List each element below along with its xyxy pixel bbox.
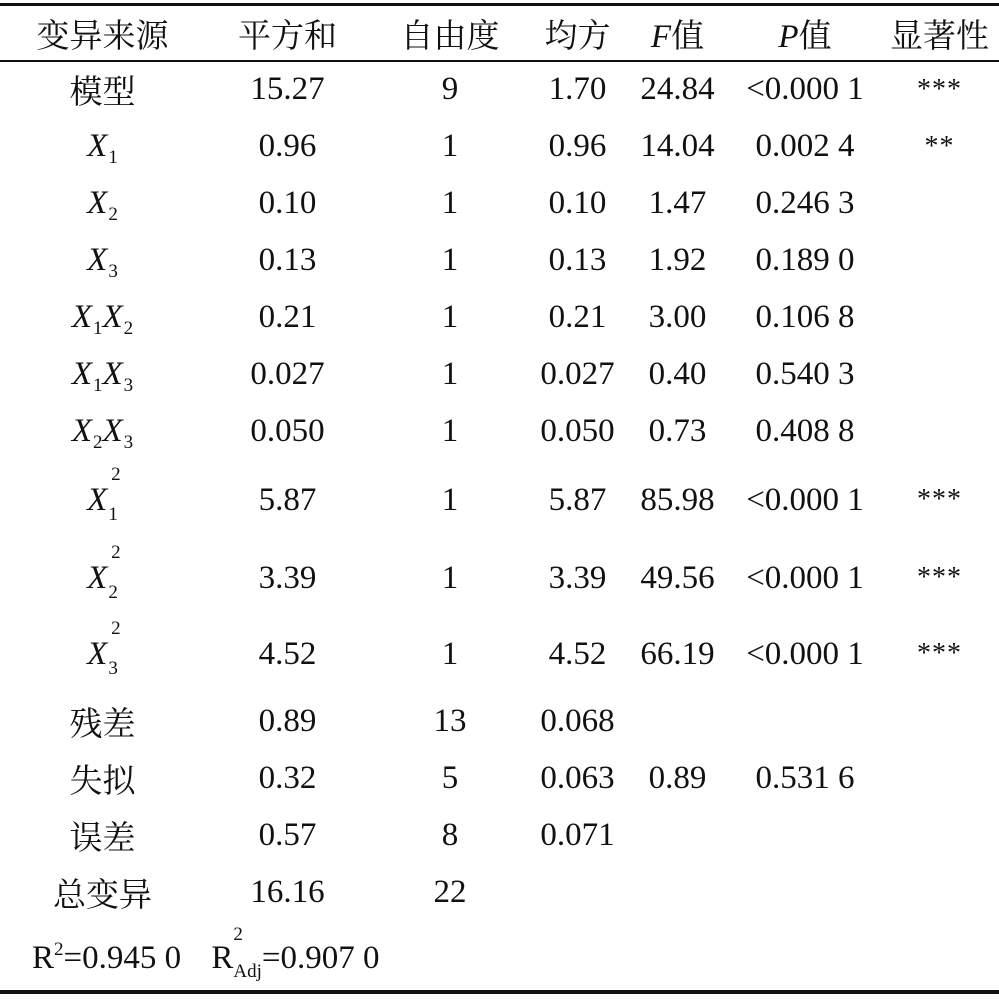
cell-mean-square: 5.87: [548, 481, 607, 518]
fit-statistics: [32, 924, 380, 982]
cell-degrees-of-freedom: 13: [433, 702, 467, 739]
adj-r-squared-label: R: [211, 940, 234, 976]
cell-significance: [880, 346, 999, 403]
cell-source: 残差: [69, 706, 136, 743]
header-sum-of-squares: 平方和: [238, 18, 337, 55]
variable-symbol: [102, 356, 134, 396]
cell-mean-square: 0.13: [548, 242, 607, 278]
header-p-symbol: P: [778, 18, 799, 55]
cell-sum-of-squares: 0.13: [258, 242, 317, 278]
variable-subscript: 2: [93, 432, 103, 453]
cell-degrees-of-freedom: 1: [441, 356, 459, 392]
header-p-suffix: 值: [798, 18, 832, 55]
variable-symbol: [71, 356, 103, 396]
cell-mean-square: 1.70: [548, 71, 607, 107]
cell-p-value: 0.002 4: [755, 128, 855, 164]
variable-subscript: 2: [123, 318, 134, 339]
variable-symbol: [87, 463, 121, 525]
header-f-suffix: 值: [671, 18, 705, 55]
variable-letter: X: [87, 185, 108, 221]
cell-degrees-of-freedom: 1: [441, 185, 459, 221]
table-row: [0, 692, 999, 750]
variable-subscript: 1: [108, 147, 118, 168]
cell-sum-of-squares: 0.050: [250, 413, 325, 449]
cell-significance: [880, 692, 999, 750]
cell-significance: [880, 807, 999, 864]
variable-symbol: [87, 541, 121, 603]
variable-subscript: 3: [108, 657, 118, 679]
cell-source: [0, 232, 205, 289]
cell-p-value: 0.189 0: [755, 242, 855, 278]
table-row: [0, 403, 999, 460]
variable-exponent: 2: [111, 541, 121, 563]
variable-letter: X: [87, 128, 108, 164]
variable-subscript: 2: [108, 204, 118, 225]
cell-degrees-of-freedom: 1: [441, 481, 459, 518]
table-row: [0, 807, 999, 864]
variable-subscript: 3: [123, 432, 134, 453]
variable-letter: X: [71, 413, 92, 449]
cell-p-value: <0.000 1: [746, 559, 864, 596]
cell-significance: ***: [917, 638, 962, 669]
cell-degrees-of-freedom: 22: [433, 874, 467, 910]
cell-degrees-of-freedom: 9: [441, 71, 459, 107]
cell-sum-of-squares: 0.89: [258, 702, 317, 739]
cell-f-value: 49.56: [640, 559, 715, 596]
cell-p-value: <0.000 1: [746, 481, 864, 518]
cell-p-value: <0.000 1: [746, 635, 864, 672]
r-squared-label: R: [32, 940, 55, 976]
variable-symbol: [87, 617, 121, 679]
adj-r-squared-value: =0.907 0: [261, 940, 380, 976]
cell-mean-square: 3.39: [548, 559, 607, 596]
variable-letter: X: [87, 481, 108, 518]
table-row: [0, 61, 999, 118]
table-bottom-rule: [0, 990, 999, 994]
cell-degrees-of-freedom: 1: [441, 242, 459, 278]
cell-f-value: 0.89: [648, 760, 707, 796]
variable-symbol: [87, 242, 118, 282]
table-row: [0, 289, 999, 346]
cell-sum-of-squares: 3.39: [258, 559, 317, 596]
header-p-value: [730, 5, 880, 61]
cell-significance: ***: [917, 562, 962, 593]
cell-significance: ***: [917, 73, 962, 105]
adjusted-r-squared: [211, 924, 262, 982]
cell-p-value: 0.246 3: [755, 185, 855, 221]
header-f-value: [625, 5, 730, 61]
cell-sum-of-squares: 16.16: [250, 874, 325, 910]
cell-sum-of-squares: 0.21: [258, 299, 317, 335]
cell-significance: [880, 175, 999, 232]
variable-subscript: 3: [108, 261, 118, 282]
cell-degrees-of-freedom: 5: [441, 760, 459, 796]
cell-sum-of-squares: 0.32: [258, 760, 317, 796]
table-row: [0, 540, 999, 616]
cell-f-value: 0.73: [648, 413, 707, 449]
variable-letter: X: [102, 356, 123, 392]
header-degrees-of-freedom: 自由度: [400, 18, 500, 55]
cell-f-value: 1.92: [648, 242, 707, 278]
header-mean-square: 均方: [544, 18, 611, 55]
variable-subscript: 2: [108, 581, 118, 603]
cell-sum-of-squares: 0.57: [258, 817, 317, 853]
adj-r-squared-subscript: Adj: [233, 961, 262, 982]
cell-source: [0, 175, 205, 232]
variable-symbol: [71, 299, 103, 339]
table-row: [0, 750, 999, 807]
cell-f-value: 3.00: [648, 299, 707, 335]
cell-f-value: 66.19: [640, 635, 715, 672]
cell-degrees-of-freedom: 1: [441, 299, 459, 335]
cell-f-value: [625, 807, 730, 864]
variable-symbol: [71, 413, 103, 453]
cell-source: [0, 403, 205, 460]
cell-mean-square: 0.10: [548, 185, 607, 221]
variable-symbol: [87, 185, 118, 225]
table-row: [0, 175, 999, 232]
table-row: [0, 616, 999, 692]
cell-f-value: 85.98: [640, 481, 715, 518]
cell-source: [0, 289, 205, 346]
variable-letter: X: [102, 299, 123, 335]
cell-source: [0, 346, 205, 403]
header-row: [0, 5, 999, 61]
cell-mean-square: 0.027: [540, 356, 615, 392]
table-row: [0, 460, 999, 540]
cell-significance: [880, 864, 999, 921]
cell-f-value: 14.04: [640, 128, 715, 164]
variable-exponent: 2: [111, 463, 121, 485]
cell-source: [0, 460, 205, 540]
cell-mean-square: 0.068: [540, 702, 615, 739]
adj-r-squared-exponent: 2: [233, 924, 243, 945]
variable-letter: X: [71, 299, 92, 335]
variable-subscript: 3: [123, 375, 134, 396]
r-squared-value: =0.945 0: [63, 940, 182, 976]
variable-symbol: [87, 128, 118, 168]
anova-table: [0, 5, 999, 921]
table-body: [0, 61, 999, 921]
cell-significance: [880, 403, 999, 460]
cell-sum-of-squares: 4.52: [258, 635, 317, 672]
cell-mean-square: 4.52: [548, 635, 607, 672]
cell-f-value: [625, 692, 730, 750]
cell-source: [0, 118, 205, 175]
variable-letter: X: [71, 356, 92, 392]
cell-p-value: 0.531 6: [755, 760, 855, 796]
cell-mean-square: 0.063: [540, 760, 615, 796]
cell-degrees-of-freedom: 1: [441, 413, 459, 449]
cell-source: 失拟: [69, 764, 136, 800]
variable-symbol: [102, 413, 134, 453]
cell-p-value: <0.000 1: [746, 71, 864, 107]
cell-significance: ***: [917, 484, 962, 515]
r-squared-exponent: 2: [54, 939, 64, 960]
cell-significance: **: [924, 130, 955, 162]
cell-mean-square: 0.21: [548, 299, 607, 335]
cell-f-value: 1.47: [648, 185, 707, 221]
cell-sum-of-squares: 0.027: [250, 356, 325, 392]
cell-degrees-of-freedom: 1: [441, 128, 459, 164]
cell-source: 模型: [69, 75, 136, 111]
table-row: [0, 346, 999, 403]
cell-significance: [880, 232, 999, 289]
cell-f-value: 24.84: [640, 71, 715, 107]
variable-letter: X: [87, 559, 108, 596]
cell-sum-of-squares: 15.27: [250, 71, 325, 107]
cell-source: [0, 540, 205, 616]
variable-subscript: 1: [93, 318, 103, 339]
cell-significance: [880, 289, 999, 346]
cell-p-value: [730, 692, 880, 750]
variable-letter: X: [87, 635, 108, 672]
cell-p-value: 0.408 8: [755, 413, 855, 449]
variable-subscript: 1: [108, 503, 118, 525]
variable-exponent: 2: [111, 617, 121, 639]
header-f-symbol: F: [650, 18, 672, 55]
cell-source: 误差: [69, 821, 136, 857]
cell-mean-square: 0.071: [540, 817, 615, 853]
header-significance: 显著性: [890, 18, 989, 55]
header-source: 变异来源: [36, 18, 169, 55]
cell-f-value: 0.40: [648, 356, 707, 392]
cell-f-value: [625, 864, 730, 921]
cell-p-value: 0.106 8: [755, 299, 855, 335]
cell-sum-of-squares: 0.96: [258, 128, 317, 164]
variable-letter: X: [102, 413, 123, 449]
cell-p-value: 0.540 3: [755, 356, 855, 392]
cell-degrees-of-freedom: 8: [441, 817, 459, 853]
cell-significance: [880, 750, 999, 807]
cell-mean-square: [530, 864, 625, 921]
variable-symbol: [102, 299, 134, 339]
cell-degrees-of-freedom: 1: [441, 635, 459, 672]
cell-sum-of-squares: 5.87: [258, 481, 317, 518]
variable-letter: X: [87, 242, 108, 278]
cell-source: [0, 616, 205, 692]
table-row: [0, 118, 999, 175]
cell-sum-of-squares: 0.10: [258, 185, 317, 221]
cell-mean-square: 0.050: [540, 413, 615, 449]
cell-mean-square: 0.96: [548, 128, 607, 164]
table-row: [0, 232, 999, 289]
cell-p-value: [730, 807, 880, 864]
variable-subscript: 1: [93, 375, 103, 396]
table-row: [0, 864, 999, 921]
cell-degrees-of-freedom: 1: [441, 559, 459, 596]
cell-source: 总变异: [53, 878, 152, 914]
cell-p-value: [730, 864, 880, 921]
